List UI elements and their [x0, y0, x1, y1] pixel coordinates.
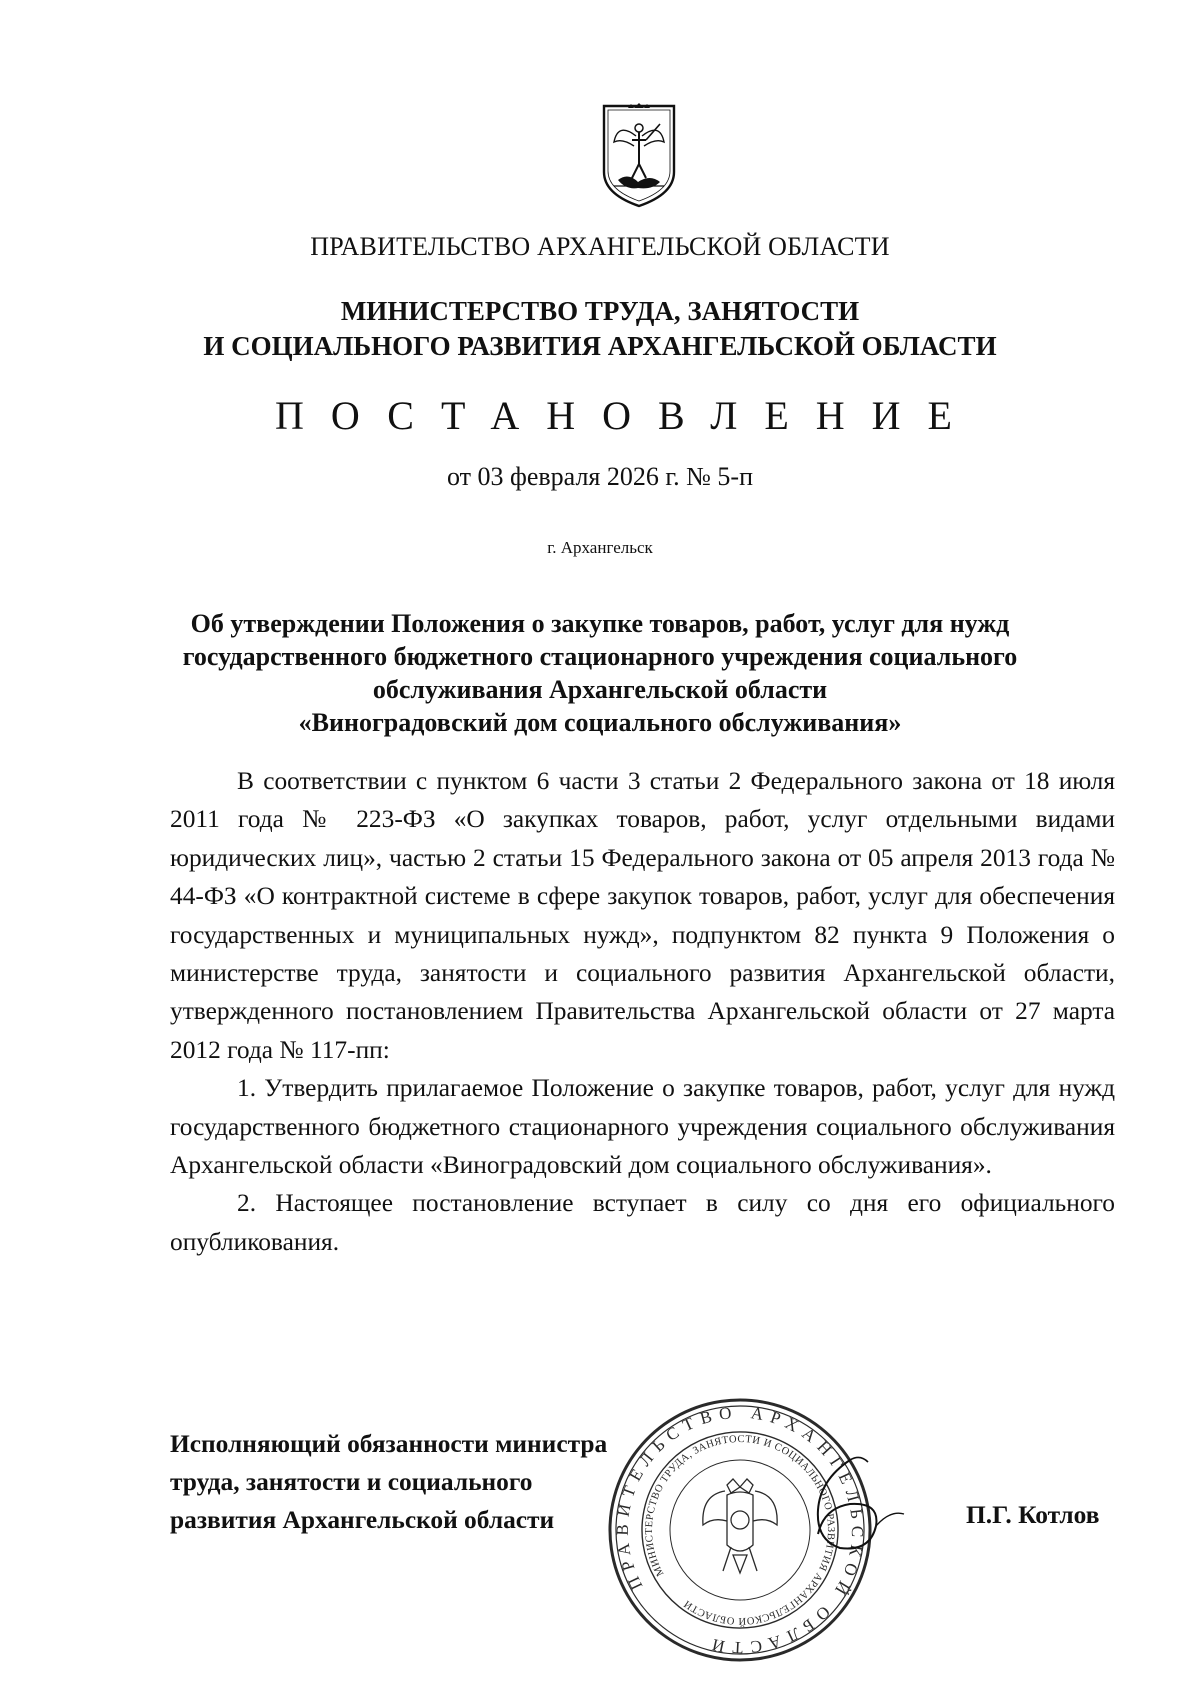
ministry-heading	[0, 294, 1200, 364]
document-type-heading: ПОСТАНОВЛЕНИЕ	[275, 393, 979, 438]
title-line: государственного бюджетного стационарного учреждения социального	[182, 642, 1018, 671]
item-2-paragraph: 2. Настоящее постановление вступает в силу со дня его официального опубликования.	[170, 1189, 1115, 1256]
position-line: развития Архангельской области	[170, 1506, 555, 1534]
signatory-position	[170, 1425, 630, 1539]
position-line: труда, занятости и социального	[170, 1468, 533, 1496]
government-heading: ПРАВИТЕЛЬСТВО АРХАНГЕЛЬСКОЙ ОБЛАСТИ	[310, 232, 890, 261]
title-line: «Виноградовский дом социального обслуживания»	[298, 708, 902, 737]
document-body	[170, 762, 1115, 1261]
document-title	[0, 607, 1200, 739]
ministry-line: И СОЦИАЛЬНОГО РАЗВИТИЯ АРХАНГЕЛЬСКОЙ ОБЛАСТИ	[203, 331, 997, 361]
date-number-line: от 03 февраля 2026 г. № 5-п	[447, 462, 753, 491]
city-line: г. Архангельск	[547, 538, 653, 557]
position-line: Исполняющий обязанности министра	[170, 1430, 608, 1458]
title-line: Об утверждении Положения о закупке товаров, работ, услуг для нужд	[190, 609, 1010, 638]
ministry-line: МИНИСТЕРСТВО ТРУДА, ЗАНЯТОСТИ	[340, 296, 860, 326]
seal-outer-text: ПРАВИТЕЛЬСТВО АРХАНГЕЛЬСКОЙ ОБЛАСТИ	[612, 1402, 868, 1658]
preamble-paragraph: В соответствии с пунктом 6 части 3 статьи 2 Федерального закона от 18 июля 2011 года № 223-ФЗ «О закупках товаров, работ, услуг отдельными видами юридических лиц», частью 2 статьи 15 Федерального закона от 05 апреля 2013 года № 44-ФЗ «О контрактной системе в сфере закупок товаров, работ, услуг для обеспечения государственных и муниципальных нужд», подпунктом 82 пункта 9 Положения о министерстве труда, занятости и социального развития Архангельской области, утвержденного постановлением Правительства Архангельской области от 27 марта 2012 года № 117-пп:	[170, 767, 1115, 1064]
item-1-paragraph: 1. Утвердить прилагаемое Положение о закупке товаров, работ, услуг для нужд государственного бюджетного стационарного учреждения социального обслуживания Архангельской области «Виноградовский дом социального обслуживания».	[170, 1074, 1115, 1180]
title-line: обслуживания Архангельской области	[372, 675, 828, 704]
seal-inner-text: МИНИСТЕРСТВО ТРУДА, ЗАНЯТОСТИ И СОЦИАЛЬНОГО РАЗВИТИЯ АРХАНГЕЛЬСКОЙ ОБЛАСТИ	[643, 1433, 837, 1627]
coat-of-arms-icon	[598, 102, 680, 210]
signatory-name: П.Г. Котлов	[966, 1501, 1100, 1529]
handwritten-signature	[700, 1440, 920, 1570]
